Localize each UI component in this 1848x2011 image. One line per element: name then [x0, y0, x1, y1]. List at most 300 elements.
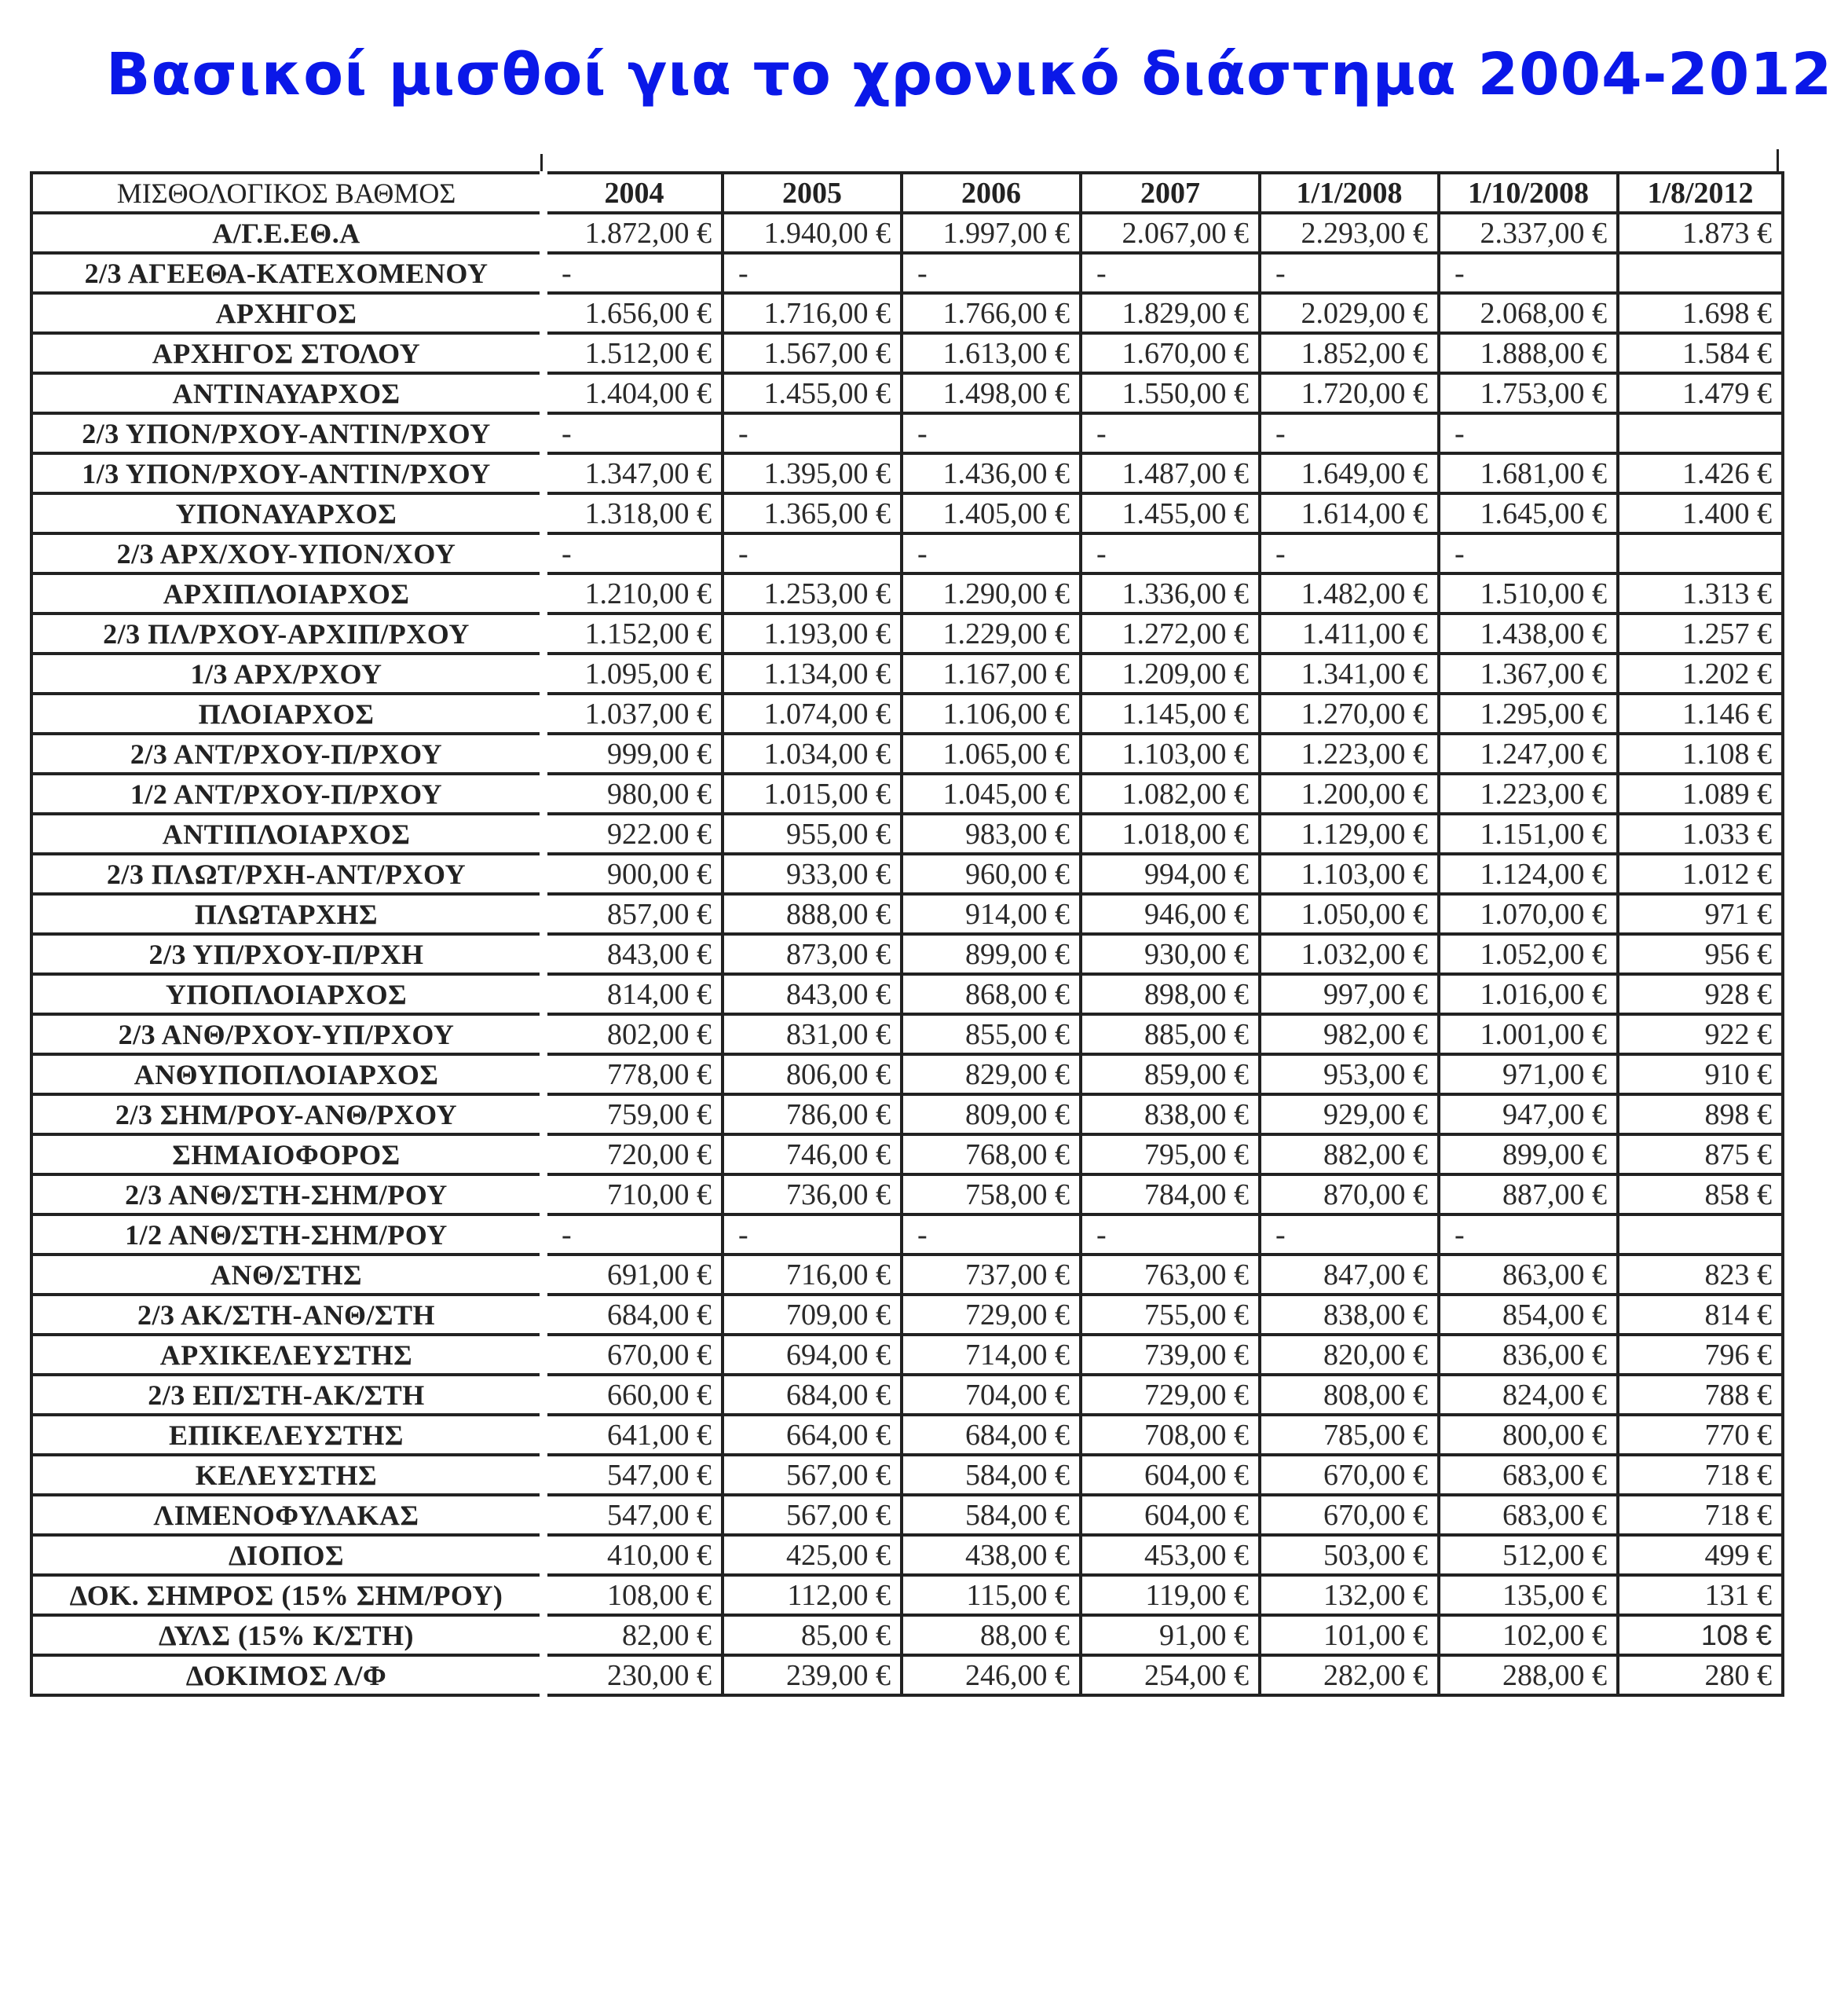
salary-cell: 1.550,00 €	[1081, 373, 1260, 413]
salary-cell: 684,00 €	[543, 1295, 723, 1335]
salary-cell: -	[902, 1214, 1081, 1255]
salary-cell: 997,00 €	[1260, 974, 1439, 1014]
rank-label: ΠΛΟΙΑΡΧΟΣ	[31, 694, 543, 734]
salary-cell: -	[543, 253, 723, 293]
salary-cell: 708,00 €	[1081, 1415, 1260, 1455]
salary-cell: 1.082,00 €	[1081, 774, 1260, 814]
salary-cell: 718 €	[1618, 1455, 1783, 1495]
salary-cell: 955,00 €	[723, 814, 902, 854]
salary-cell: 1.873 €	[1618, 213, 1783, 253]
salary-cell: -	[1260, 1214, 1439, 1255]
salary-cell: 736,00 €	[723, 1174, 902, 1214]
rank-label: 1/3 ΑΡΧ/ΡΧΟΥ	[31, 654, 543, 694]
rank-label: 2/3 ΑΝΤ/ΡΧΟΥ-Π/ΡΧΟΥ	[31, 734, 543, 774]
rank-label: ΑΝΤΙΠΛΟΙΑΡΧΟΣ	[31, 814, 543, 854]
salary-cell: 1.365,00 €	[723, 493, 902, 533]
salary-cell: 796 €	[1618, 1335, 1783, 1375]
salary-cell: 838,00 €	[1260, 1295, 1439, 1335]
salary-cell: 824,00 €	[1439, 1375, 1618, 1415]
salary-cell: 855,00 €	[902, 1014, 1081, 1054]
table-row	[31, 373, 1783, 413]
table-row	[31, 1174, 1783, 1214]
salary-cell: 1.034,00 €	[723, 734, 902, 774]
rank-label: Α/Γ.Ε.ΕΘ.Α	[31, 213, 543, 253]
salary-cell: 1.479 €	[1618, 373, 1783, 413]
salary-cell: 999,00 €	[543, 734, 723, 774]
rank-label: 2/3 ΣΗΜ/ΡΟΥ-ΑΝΘ/ΡΧΟΥ	[31, 1094, 543, 1134]
salary-cell: 85,00 €	[723, 1615, 902, 1655]
salary-cell: 288,00 €	[1439, 1655, 1618, 1695]
salary-cell: 115,00 €	[902, 1575, 1081, 1615]
salary-cell: 994,00 €	[1081, 854, 1260, 894]
salary-cell: 982,00 €	[1260, 1014, 1439, 1054]
salary-cell: 1.512,00 €	[543, 333, 723, 373]
salary-cell: 1.567,00 €	[723, 333, 902, 373]
salary-cell: 1.613,00 €	[902, 333, 1081, 373]
rank-label: 1/2 ΑΝΤ/ΡΧΟΥ-Π/ΡΧΟΥ	[31, 774, 543, 814]
table-row	[31, 493, 1783, 533]
salary-cell: 898 €	[1618, 1094, 1783, 1134]
salary-cell: 1.151,00 €	[1439, 814, 1618, 854]
salary-cell: 1.032,00 €	[1260, 934, 1439, 974]
salary-cell: 135,00 €	[1439, 1575, 1618, 1615]
salary-cell: 1.395,00 €	[723, 453, 902, 493]
salary-cell: -	[543, 1214, 723, 1255]
column-header-2004: 2004	[543, 173, 723, 213]
salary-cell: 1.367,00 €	[1439, 654, 1618, 694]
salary-cell: 971,00 €	[1439, 1054, 1618, 1094]
salary-cell: 887,00 €	[1439, 1174, 1618, 1214]
salary-cell: 1.290,00 €	[902, 573, 1081, 614]
table-row	[31, 213, 1783, 253]
salary-cell: 720,00 €	[543, 1134, 723, 1174]
table-row	[31, 1375, 1783, 1415]
salary-cell: 683,00 €	[1439, 1455, 1618, 1495]
salary-cell: 1.829,00 €	[1081, 293, 1260, 333]
salary-cell: 882,00 €	[1260, 1134, 1439, 1174]
salary-cell: 1.482,00 €	[1260, 573, 1439, 614]
salary-cell: 1.045,00 €	[902, 774, 1081, 814]
salary-cell: 453,00 €	[1081, 1535, 1260, 1575]
salary-cell: 547,00 €	[543, 1495, 723, 1535]
table-row	[31, 1214, 1783, 1255]
column-header-rank: ΜΙΣΘΟΛΟΓΙΚΟΣ ΒΑΘΜΟΣ	[31, 173, 543, 213]
salary-cell: 1.438,00 €	[1439, 614, 1618, 654]
salary-cell: 112,00 €	[723, 1575, 902, 1615]
salary-cell: 873,00 €	[723, 934, 902, 974]
rank-label: ΑΝΤΙΝΑΥΑΡΧΟΣ	[31, 373, 543, 413]
salary-cell: 947,00 €	[1439, 1094, 1618, 1134]
salary-cell: 737,00 €	[902, 1255, 1081, 1295]
salary-cell: 694,00 €	[723, 1335, 902, 1375]
salary-cell: 108,00 €	[543, 1575, 723, 1615]
salary-cell: 1.404,00 €	[543, 373, 723, 413]
salary-cell: 1.103,00 €	[1081, 734, 1260, 774]
salary-cell: -	[1260, 253, 1439, 293]
table-row	[31, 974, 1783, 1014]
salary-cell: 859,00 €	[1081, 1054, 1260, 1094]
salary-cell: 1.108 €	[1618, 734, 1783, 774]
table-row	[31, 1335, 1783, 1375]
salary-cell: 714,00 €	[902, 1335, 1081, 1375]
salary-cell: 1.716,00 €	[723, 293, 902, 333]
rank-label: 2/3 ΑΝΘ/ΣΤΗ-ΣΗΜ/ΡΟΥ	[31, 1174, 543, 1214]
rank-label: ΑΡΧΙΚΕΛΕΥΣΤΗΣ	[31, 1335, 543, 1375]
table-row	[31, 413, 1783, 453]
table-row	[31, 894, 1783, 934]
salary-cell: 1.202 €	[1618, 654, 1783, 694]
salary-cell: 1.016,00 €	[1439, 974, 1618, 1014]
rank-label: ΕΠΙΚΕΛΕΥΣΤΗΣ	[31, 1415, 543, 1455]
salary-cell: 946,00 €	[1081, 894, 1260, 934]
rank-label: ΛΙΜΕΝΟΦΥΛΑΚΑΣ	[31, 1495, 543, 1535]
salary-cell: 1.318,00 €	[543, 493, 723, 533]
salary-cell: -	[1081, 253, 1260, 293]
salary-cell: 1.152,00 €	[543, 614, 723, 654]
column-header-2007: 2007	[1081, 173, 1260, 213]
salary-cell: 239,00 €	[723, 1655, 902, 1695]
salary-cell: 499 €	[1618, 1535, 1783, 1575]
salary-cell: 1.070,00 €	[1439, 894, 1618, 934]
salary-cell: 683,00 €	[1439, 1495, 1618, 1535]
salary-cell: 2.067,00 €	[1081, 213, 1260, 253]
salary-cell: 1.720,00 €	[1260, 373, 1439, 413]
salary-cell: 1.146 €	[1618, 694, 1783, 734]
table-row	[31, 854, 1783, 894]
salary-cell: 584,00 €	[902, 1455, 1081, 1495]
salary-cell: 1.405,00 €	[902, 493, 1081, 533]
salary-cell: 567,00 €	[723, 1495, 902, 1535]
salary-cell: 1.193,00 €	[723, 614, 902, 654]
salary-cell: 829,00 €	[902, 1054, 1081, 1094]
salary-cell: 755,00 €	[1081, 1295, 1260, 1335]
salary-cell: 838,00 €	[1081, 1094, 1260, 1134]
table-row	[31, 614, 1783, 654]
table-row	[31, 1094, 1783, 1134]
rank-label: ΑΡΧΙΠΛΟΙΑΡΧΟΣ	[31, 573, 543, 614]
salary-cell: 604,00 €	[1081, 1495, 1260, 1535]
salary-cell: 1.223,00 €	[1260, 734, 1439, 774]
table-row	[31, 1295, 1783, 1335]
salary-cell	[1618, 413, 1783, 453]
salary-cell: -	[1439, 253, 1618, 293]
rank-label: ΠΛΩΤΑΡΧΗΣ	[31, 894, 543, 934]
salary-cell: -	[1081, 413, 1260, 453]
salary-cell: 88,00 €	[902, 1615, 1081, 1655]
salary-cell: 1.134,00 €	[723, 654, 902, 694]
salary-cell: 899,00 €	[902, 934, 1081, 974]
salary-cell: 1.200,00 €	[1260, 774, 1439, 814]
salary-cell: 857,00 €	[543, 894, 723, 934]
salary-cell: 1.052,00 €	[1439, 934, 1618, 974]
salary-cell: 1.065,00 €	[902, 734, 1081, 774]
table-row	[31, 1655, 1783, 1695]
salary-cell: 1.124,00 €	[1439, 854, 1618, 894]
salary-cell: 1.145,00 €	[1081, 694, 1260, 734]
table-row	[31, 774, 1783, 814]
salary-cell: 2.029,00 €	[1260, 293, 1439, 333]
salary-cell: 888,00 €	[723, 894, 902, 934]
rank-label: 2/3 ΠΛΩΤ/ΡΧΗ-ΑΝΤ/ΡΧΟΥ	[31, 854, 543, 894]
salary-cell: 1.336,00 €	[1081, 573, 1260, 614]
salary-cell: 438,00 €	[902, 1535, 1081, 1575]
salary-cell: 814,00 €	[543, 974, 723, 1014]
salary-cell	[1618, 533, 1783, 573]
salary-cell: 547,00 €	[543, 1455, 723, 1495]
salary-cell: 2.337,00 €	[1439, 213, 1618, 253]
salary-cell: 1.001,00 €	[1439, 1014, 1618, 1054]
salary-cell: 770 €	[1618, 1415, 1783, 1455]
salary-cell: 1.487,00 €	[1081, 453, 1260, 493]
rank-label: 2/3 ΕΠ/ΣΤΗ-ΑΚ/ΣΤΗ	[31, 1375, 543, 1415]
salary-cell: -	[543, 533, 723, 573]
salary-cell: 1.095,00 €	[543, 654, 723, 694]
table-row	[31, 293, 1783, 333]
salary-cell: 971 €	[1618, 894, 1783, 934]
salary-cell: 512,00 €	[1439, 1535, 1618, 1575]
salary-cell: 746,00 €	[723, 1134, 902, 1174]
table-header-row	[31, 173, 1783, 213]
salary-cell: 960,00 €	[902, 854, 1081, 894]
salary-cell: 108 €	[1618, 1615, 1783, 1655]
salary-cell: 709,00 €	[723, 1295, 902, 1335]
salary-cell: 729,00 €	[1081, 1375, 1260, 1415]
salary-cell: 1.997,00 €	[902, 213, 1081, 253]
salary-cell: 1.129,00 €	[1260, 814, 1439, 854]
salary-cell: 1.103,00 €	[1260, 854, 1439, 894]
table-row	[31, 694, 1783, 734]
rank-label: 2/3 ΥΠΟΝ/ΡΧΟΥ-ΑΝΤΙΝ/ΡΧΟΥ	[31, 413, 543, 453]
salary-cell: 1.223,00 €	[1439, 774, 1618, 814]
salary-cell: 1.347,00 €	[543, 453, 723, 493]
salary-cell: 716,00 €	[723, 1255, 902, 1295]
salary-cell: 101,00 €	[1260, 1615, 1439, 1655]
salary-cell: 863,00 €	[1439, 1255, 1618, 1295]
salary-cell: 900,00 €	[543, 854, 723, 894]
salary-cell: 503,00 €	[1260, 1535, 1439, 1575]
salary-cell: 1.888,00 €	[1439, 333, 1618, 373]
salary-cell: 1.455,00 €	[723, 373, 902, 413]
rank-label: ΔΙΟΠΟΣ	[31, 1535, 543, 1575]
salary-cell: -	[723, 1214, 902, 1255]
salary-cell: 567,00 €	[723, 1455, 902, 1495]
salary-cell: 928 €	[1618, 974, 1783, 1014]
salary-cell: 1.645,00 €	[1439, 493, 1618, 533]
salary-cell: 759,00 €	[543, 1094, 723, 1134]
table-row	[31, 1014, 1783, 1054]
salary-cell: 718 €	[1618, 1495, 1783, 1535]
salary-cell: 868,00 €	[902, 974, 1081, 1014]
salary-cell: 763,00 €	[1081, 1255, 1260, 1295]
salary-cell: 102,00 €	[1439, 1615, 1618, 1655]
salary-cell: 1.670,00 €	[1081, 333, 1260, 373]
salary-cell: 691,00 €	[543, 1255, 723, 1295]
salary-cell: 784,00 €	[1081, 1174, 1260, 1214]
salary-cell: 768,00 €	[902, 1134, 1081, 1174]
rank-label: ΣΗΜΑΙΟΦΟΡΟΣ	[31, 1134, 543, 1174]
salary-cell: 670,00 €	[1260, 1495, 1439, 1535]
salary-cell: 809,00 €	[902, 1094, 1081, 1134]
salary-cell: 282,00 €	[1260, 1655, 1439, 1695]
salary-cell: -	[902, 413, 1081, 453]
salary-cell: 898,00 €	[1081, 974, 1260, 1014]
table-row	[31, 814, 1783, 854]
salary-cell: 660,00 €	[543, 1375, 723, 1415]
rank-label: 2/3 ΑΚ/ΣΤΗ-ΑΝΘ/ΣΤΗ	[31, 1295, 543, 1335]
salary-cell: 1.033 €	[1618, 814, 1783, 854]
salary-cell: 254,00 €	[1081, 1655, 1260, 1695]
table-row	[31, 1535, 1783, 1575]
salary-cell: 1.229,00 €	[902, 614, 1081, 654]
table-body	[31, 213, 1783, 1695]
salary-cell: 131 €	[1618, 1575, 1783, 1615]
salary-cell: 933,00 €	[723, 854, 902, 894]
rank-label: ΑΝΘΥΠΟΠΛΟΙΑΡΧΟΣ	[31, 1054, 543, 1094]
rank-label: ΔΟΚ. ΣΗΜΡΟΣ (15% ΣΗΜ/ΡΟΥ)	[31, 1575, 543, 1615]
salary-cell: 836,00 €	[1439, 1335, 1618, 1375]
table-row	[31, 573, 1783, 614]
salary-cell: 91,00 €	[1081, 1615, 1260, 1655]
salary-cell: 641,00 €	[543, 1415, 723, 1455]
rank-label: 2/3 ΑΝΘ/ΡΧΟΥ-ΥΠ/ΡΧΟΥ	[31, 1014, 543, 1054]
salary-cell: 1.498,00 €	[902, 373, 1081, 413]
salary-cell: 1.436,00 €	[902, 453, 1081, 493]
salary-cell: 786,00 €	[723, 1094, 902, 1134]
salary-cell: 1.272,00 €	[1081, 614, 1260, 654]
salary-cell: 788 €	[1618, 1375, 1783, 1415]
rank-label: 2/3 ΠΛ/ΡΧΟΥ-ΑΡΧΙΠ/ΡΧΟΥ	[31, 614, 543, 654]
rank-label: ΑΝΘ/ΣΤΗΣ	[31, 1255, 543, 1295]
salary-cell: 1.940,00 €	[723, 213, 902, 253]
salary-cell: 246,00 €	[902, 1655, 1081, 1695]
column-header-2008-oct: 1/10/2008	[1439, 173, 1618, 213]
salary-cell: 584,00 €	[902, 1495, 1081, 1535]
table-row	[31, 1575, 1783, 1615]
salary-cell: 1.253,00 €	[723, 573, 902, 614]
salary-cell: 132,00 €	[1260, 1575, 1439, 1615]
salary-cell: 1.766,00 €	[902, 293, 1081, 333]
salary-cell: -	[723, 533, 902, 573]
table-row	[31, 1255, 1783, 1295]
table-row	[31, 734, 1783, 774]
salary-cell: 802,00 €	[543, 1014, 723, 1054]
salary-cell: 604,00 €	[1081, 1455, 1260, 1495]
salary-cell: 1.270,00 €	[1260, 694, 1439, 734]
salary-cell: 1.698 €	[1618, 293, 1783, 333]
salary-cell: 899,00 €	[1439, 1134, 1618, 1174]
salary-cell: 1.455,00 €	[1081, 493, 1260, 533]
salary-cell: 885,00 €	[1081, 1014, 1260, 1054]
column-header-2012-aug: 1/8/2012	[1618, 173, 1783, 213]
salary-cell: 858 €	[1618, 1174, 1783, 1214]
rank-label: 1/3 ΥΠΟΝ/ΡΧΟΥ-ΑΝΤΙΝ/ΡΧΟΥ	[31, 453, 543, 493]
table-row	[31, 453, 1783, 493]
salary-cell: 710,00 €	[543, 1174, 723, 1214]
salary-cell: -	[543, 413, 723, 453]
salary-cell: 1.681,00 €	[1439, 453, 1618, 493]
salary-cell: 1.012 €	[1618, 854, 1783, 894]
salary-cell: 1.018,00 €	[1081, 814, 1260, 854]
salary-cell: 1.649,00 €	[1260, 453, 1439, 493]
rank-label: ΥΠΟΝΑΥΑΡΧΟΣ	[31, 493, 543, 533]
table-row	[31, 533, 1783, 573]
salary-cell: 1.400 €	[1618, 493, 1783, 533]
salary-cell: 1.210,00 €	[543, 573, 723, 614]
salary-cell: 1.209,00 €	[1081, 654, 1260, 694]
salary-cell: -	[1439, 413, 1618, 453]
salary-cell: -	[902, 533, 1081, 573]
rank-label: ΔΟΚΙΜΟΣ Λ/Φ	[31, 1655, 543, 1695]
table-row	[31, 333, 1783, 373]
salary-cell: 785,00 €	[1260, 1415, 1439, 1455]
salary-cell: 1.411,00 €	[1260, 614, 1439, 654]
salary-cell: -	[1081, 1214, 1260, 1255]
salary-cell: 823 €	[1618, 1255, 1783, 1295]
rank-label: 2/3 ΑΡΧ/ΧΟΥ-ΥΠΟΝ/ΧΟΥ	[31, 533, 543, 573]
salary-cell: 910 €	[1618, 1054, 1783, 1094]
salary-cell: 820,00 €	[1260, 1335, 1439, 1375]
salary-cell: 914,00 €	[902, 894, 1081, 934]
rank-label: 1/2 ΑΝΘ/ΣΤΗ-ΣΗΜ/ΡΟΥ	[31, 1214, 543, 1255]
salary-cell: 1.584 €	[1618, 333, 1783, 373]
salary-cell: 1.037,00 €	[543, 694, 723, 734]
salary-cell: 980,00 €	[543, 774, 723, 814]
rank-label: ΥΠΟΠΛΟΙΑΡΧΟΣ	[31, 974, 543, 1014]
salary-cell: 814 €	[1618, 1295, 1783, 1335]
rank-label: 2/3 ΑΓΕΕΘΑ-ΚΑΤΕΧΟΜΕΝΟΥ	[31, 253, 543, 293]
rank-label: ΔΥΛΣ (15% Κ/ΣΤΗ)	[31, 1615, 543, 1655]
page-title: Βασικοί μισθοί για το χρονικό διάστημα 2004-2012	[106, 41, 1833, 108]
salary-cell: 1.426 €	[1618, 453, 1783, 493]
salary-cell: 800,00 €	[1439, 1415, 1618, 1455]
salary-cell: 1.106,00 €	[902, 694, 1081, 734]
salary-cell: 843,00 €	[543, 934, 723, 974]
salary-cell: 953,00 €	[1260, 1054, 1439, 1094]
salary-cell: 854,00 €	[1439, 1295, 1618, 1335]
salary-cell: 1.872,00 €	[543, 213, 723, 253]
salary-cell: -	[723, 253, 902, 293]
salary-cell: 983,00 €	[902, 814, 1081, 854]
salary-cell: 1.015,00 €	[723, 774, 902, 814]
salary-cell: 1.341,00 €	[1260, 654, 1439, 694]
salary-cell: 875 €	[1618, 1134, 1783, 1174]
salary-cell: 704,00 €	[902, 1375, 1081, 1415]
salary-cell: -	[723, 413, 902, 453]
table-row	[31, 1134, 1783, 1174]
salary-cell: 280 €	[1618, 1655, 1783, 1695]
salary-cell: 1.656,00 €	[543, 293, 723, 333]
salary-cell: 1.089 €	[1618, 774, 1783, 814]
salary-cell: 806,00 €	[723, 1054, 902, 1094]
salary-cell: -	[902, 253, 1081, 293]
salary-cell: 1.313 €	[1618, 573, 1783, 614]
salary-cell: 922.00 €	[543, 814, 723, 854]
salary-cell: 1.753,00 €	[1439, 373, 1618, 413]
table-row	[31, 1455, 1783, 1495]
salary-cell: 739,00 €	[1081, 1335, 1260, 1375]
salary-cell: 1.295,00 €	[1439, 694, 1618, 734]
salary-cell: 922 €	[1618, 1014, 1783, 1054]
salary-cell: 870,00 €	[1260, 1174, 1439, 1214]
salary-cell: 1.050,00 €	[1260, 894, 1439, 934]
salary-cell: 729,00 €	[902, 1295, 1081, 1335]
salary-cell: 119,00 €	[1081, 1575, 1260, 1615]
salary-cell: 425,00 €	[723, 1535, 902, 1575]
salary-cell: -	[1260, 533, 1439, 573]
table-row	[31, 654, 1783, 694]
table-row	[31, 1054, 1783, 1094]
salary-cell: 843,00 €	[723, 974, 902, 1014]
